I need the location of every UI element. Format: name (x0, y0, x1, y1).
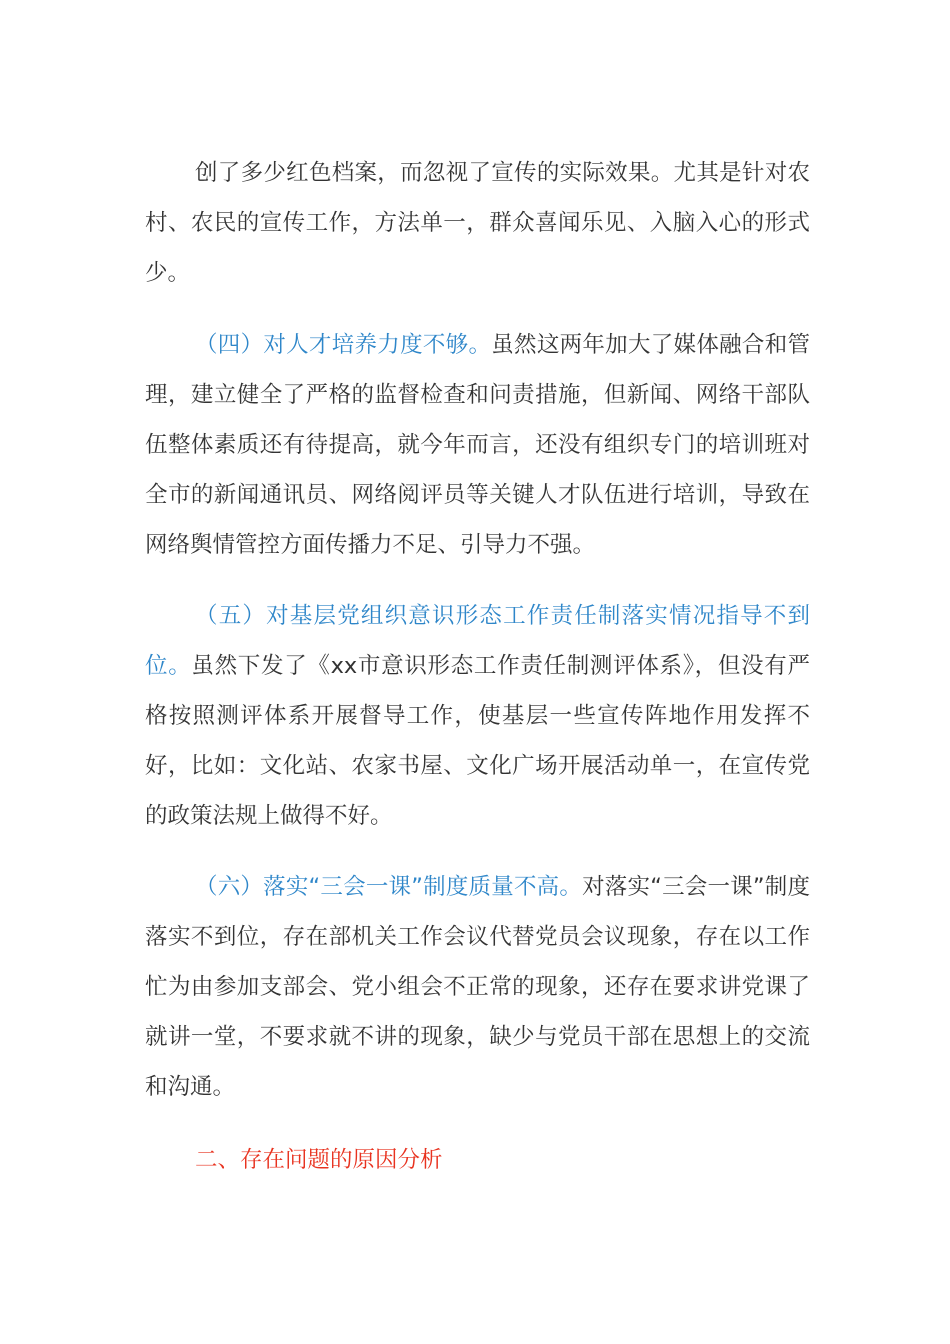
section-heading: 二、存在问题的原因分析 (195, 1147, 443, 1173)
paragraph-grassroots-guidance (145, 591, 810, 841)
paragraph-talent-training (145, 320, 810, 570)
sub-heading: （四）对人才培养力度不够。 (195, 332, 492, 358)
paragraph-body: 虽然下发了《xx市意识形态工作责任制测评体系》，但没有严格按照测评体系开展督导工作，使基层一些宣传阵地作用发挥不好，比如：文化站、农家书屋、文化广场开展活动单一，在宣传党的政策法规上做得不好。 (145, 653, 810, 829)
paragraph-body: 虽然这两年加大了媒体融合和管理，建立健全了严格的监督检查和问责措施，但新闻、网络干部队伍整体素质还有待提高，就今年而言，还没有组织专门的培训班对全市的新闻通讯员、网络阅评员等关键人才队伍进行培训，导致在网络舆情管控方面传播力不足、引导力不强。 (145, 332, 810, 558)
sub-heading: （五）对基层党组织意识形态工作责任制落实情况指导不到位。 (145, 603, 810, 679)
paragraph-body: 创了多少红色档案，而忽视了宣传的实际效果。尤其是针对农村、农民的宣传工作，方法单一，群众喜闻乐见、入脑入心的形式少。 (145, 160, 810, 286)
paragraph-body: 对落实“三会一课”制度落实不到位，存在部机关工作会议代替党员会议现象，存在以工作忙为由参加支部会、党小组会不正常的现象，还存在要求讲党课了就讲一堂，不要求就不讲的现象，缺少与党员干部在思想上的交流和沟通。 (145, 874, 810, 1100)
paragraph-continuation (145, 148, 810, 298)
sub-heading: （六）落实“三会一课”制度质量不高。 (195, 874, 583, 900)
paragraph-three-meetings (145, 862, 810, 1112)
